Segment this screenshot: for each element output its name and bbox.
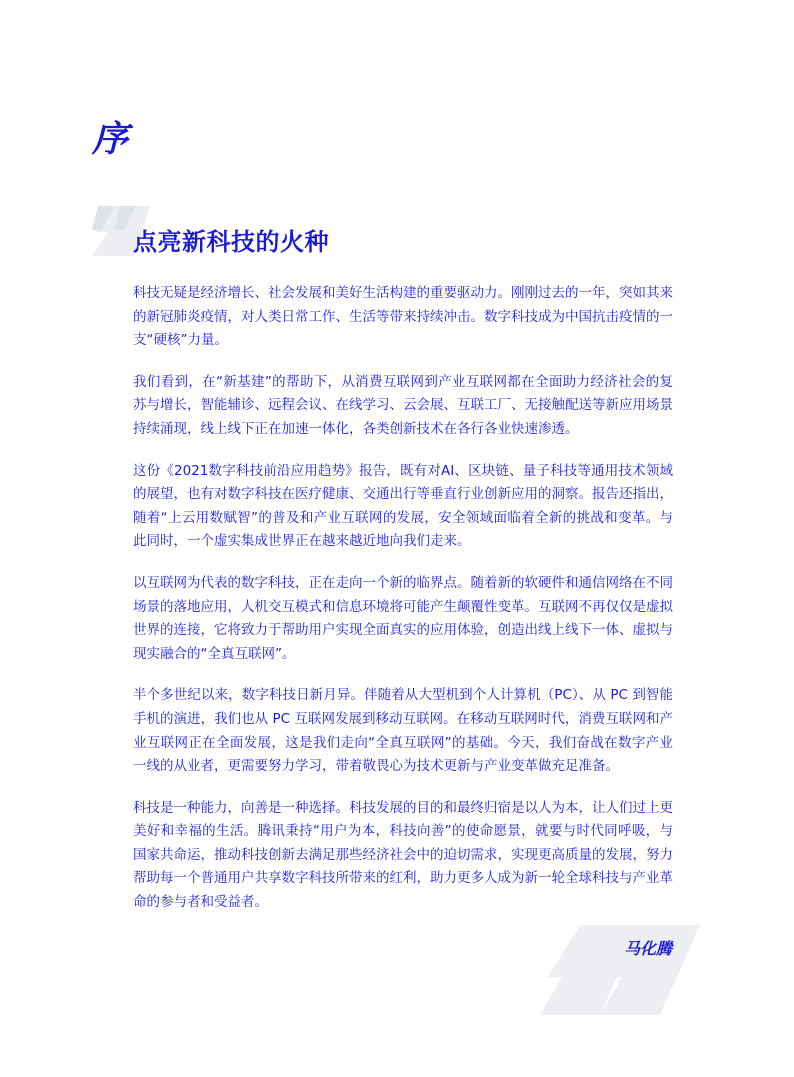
article-title: 点亮新科技的火种 (133, 228, 329, 256)
article-body (133, 282, 673, 933)
paragraph: 半个多世纪以来，数字科技日新月异。伴随着从大型机到个人计算机（PC）、从 PC 到智能手机的演进，我们也从 PC 互联网发展到移动互联网。在移动互联网时代，消费互联网和产业互联网正在全面发展，这是我们走向“全真互联网”的基础。今天，我们奋战在数字产业一线的从业者，更需要努力学习，带着敬畏心为技术更新与产业变革做充足准备。 (133, 687, 673, 775)
close-quote-icon (540, 925, 700, 1015)
paragraph: 这份《2021数字科技前沿应用趋势》报告，既有对AI、区块链、量子科技等通用技术领域的展望，也有对数字科技在医疗健康、交通出行等垂直行业创新应用的洞察。报告还指出，随着“上云用数赋智”的普及和产业互联网的发展，安全领域面临着全新的挑战和变革。与此同时，一个虚实集成世界正在越来越近地向我们走来。 (133, 462, 673, 550)
paragraph: 我们看到，在“新基建”的帮助下，从消费互联网到产业互联网都在全面助力经济社会的复苏与增长，智能辅诊、远程会议、在线学习、云会展、互联工厂、无接触配送等新应用场景持续涌现，线上线下正在加速一体化，各类创新技术在各行各业快速渗透。 (133, 373, 673, 437)
paragraph: 以互联网为代表的数字科技，正在走向一个新的临界点。随着新的软硬件和通信网络在不同场景的落地应用，人机交互模式和信息环境将可能产生颠覆性变革。互联网不再仅仅是虚拟世界的连接，它将致力于帮助用户实现全面真实的应用体验，创造出线上线下一体、虚拟与现实融合的“全真互联网”。 (133, 574, 673, 662)
signature: 马化腾 (623, 939, 672, 958)
paragraph: 科技是一种能力，向善是一种选择。科技发展的目的和最终归宿是以人为本，让人们过上更美好和幸福的生活。腾讯秉持“用户为本，科技向善”的使命愿景，就要与时代同呼吸，与国家共命运，推动科技创新去满足那些经济社会中的迫切需求，实现更高质量的发展，努力帮助每一个普通用户共享数字科技所带来的红利，助力更多人成为新一轮全球科技与产业革命的参与者和受益者。 (133, 799, 673, 911)
paragraph: 科技无疑是经济增长、社会发展和美好生活构建的重要驱动力。刚刚过去的一年，突如其来的新冠肺炎疫情，对人类日常工作、生活等带来持续冲击。数字科技成为中国抗击疫情的一支“硬核”力量。 (133, 285, 673, 349)
section-label: 序 (92, 119, 129, 160)
